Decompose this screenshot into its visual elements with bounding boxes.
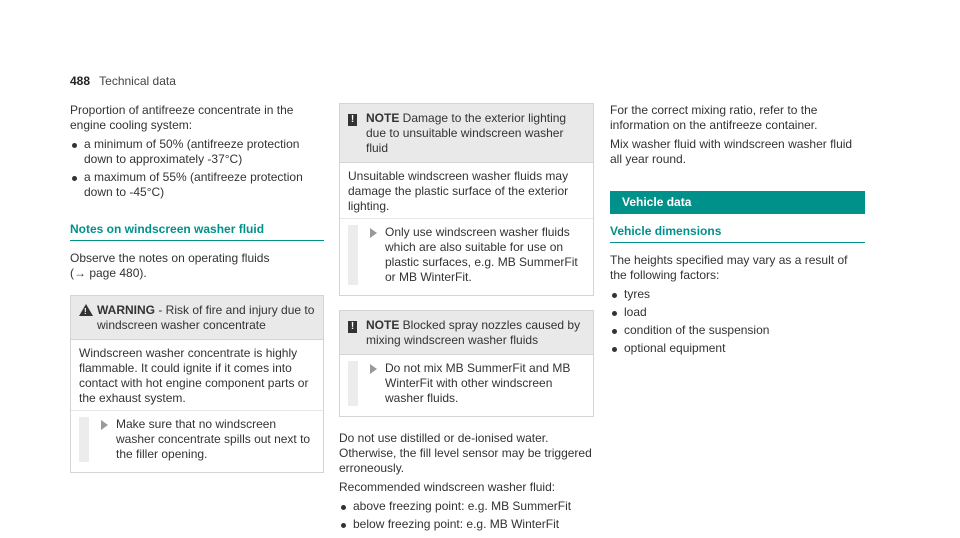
page-reference-link[interactable]: (→ page 480). <box>70 266 147 280</box>
list-item: condition of the suspension <box>610 323 865 338</box>
column-middle <box>339 103 594 538</box>
warning-title: - Risk of fire and injury due to windscreen washer concentrate <box>97 303 315 332</box>
notes-heading: Notes on windscreen washer fluid <box>70 222 324 241</box>
page-header <box>70 74 176 89</box>
list-item: a maximum of 55% (antifreeze protection down to -45°C) <box>70 170 324 200</box>
note-title: Blocked spray nozzles caused by mixing windscreen washer fluids <box>366 318 581 347</box>
note-body: Unsuitable windscreen washer fluids may damage the plastic surface of the exterior lighting. <box>348 169 569 213</box>
bullet-icon <box>612 311 617 316</box>
list-item: tyres <box>610 287 865 302</box>
section-title: Technical data <box>99 74 176 88</box>
list-item: optional equipment <box>610 341 865 356</box>
factors-list <box>610 287 865 356</box>
warning-icon: ! <box>79 304 93 316</box>
mix-all-year-text: Mix washer fluid with windscreen washer fluid all year round. <box>610 137 853 166</box>
column-left <box>70 103 324 473</box>
vehicle-dimensions-heading: Vehicle dimensions <box>610 224 865 243</box>
recommended-list <box>339 499 594 532</box>
bullet-icon <box>72 143 77 148</box>
warning-box <box>70 295 324 473</box>
note-step: Do not mix MB SummerFit and MB WinterFit with other windscreen washer fluids. <box>340 355 593 412</box>
page-number: 488 <box>70 74 91 88</box>
bullet-icon <box>72 176 77 181</box>
arrow-icon <box>370 228 377 238</box>
vehicle-data-heading: Vehicle data <box>610 191 865 214</box>
note-box-lighting <box>339 103 594 296</box>
note-box-nozzles <box>339 310 594 417</box>
arrow-icon <box>370 364 377 374</box>
note-label: NOTE <box>366 318 400 332</box>
bullet-icon <box>341 523 346 528</box>
recommended-text: Recommended windscreen washer fluid: <box>339 480 556 494</box>
column-right <box>610 103 865 362</box>
warning-body: Windscreen washer concentrate is highly flammable. It could ignite if it comes into contact with hot engine component parts or the exhaust system. Make sure that no windscreen washer concentrate spills out next to the filler opening. <box>71 339 323 472</box>
heights-text: The heights specified may vary as a result of the following factors: <box>610 253 848 282</box>
note-step: Only use windscreen washer fluids which are also suitable for use on plastic surfaces, e.g. MB SummerFit or MB WinterFit. <box>340 218 593 291</box>
warning-label: WARNING <box>97 303 155 317</box>
antifreeze-intro: Proportion of antifreeze concentrate in the engine cooling system: <box>70 103 294 132</box>
warning-step: Make sure that no windscreen washer concentrate spills out next to the filler opening. <box>71 410 323 468</box>
mixing-ratio-text: For the correct mixing ratio, refer to the information on the antifreeze container. <box>610 103 818 132</box>
bullet-icon <box>612 347 617 352</box>
note-icon: ! <box>348 114 357 126</box>
list-item: a minimum of 50% (antifreeze protection down to approximately -37°C) <box>70 137 324 167</box>
list-item: above freezing point: e.g. MB SummerFit <box>339 499 594 514</box>
warning-header <box>71 296 323 339</box>
arrow-icon <box>101 420 108 430</box>
list-item: below freezing point: e.g. MB WinterFit <box>339 517 594 532</box>
list-item: load <box>610 305 865 320</box>
note-icon: ! <box>348 321 357 333</box>
observe-text: Observe the notes on operating fluids <box>70 251 270 265</box>
bullet-icon <box>612 293 617 298</box>
distilled-water-text: Do not use distilled or de-ionised water. Otherwise, the fill level sensor may be triggered erroneously. <box>339 431 592 475</box>
bullet-icon <box>341 505 346 510</box>
note-label: NOTE <box>366 111 400 125</box>
antifreeze-list <box>70 137 324 200</box>
note-title: Damage to the exterior lighting due to unsuitable windscreen washer fluid <box>366 111 567 155</box>
bullet-icon <box>612 329 617 334</box>
